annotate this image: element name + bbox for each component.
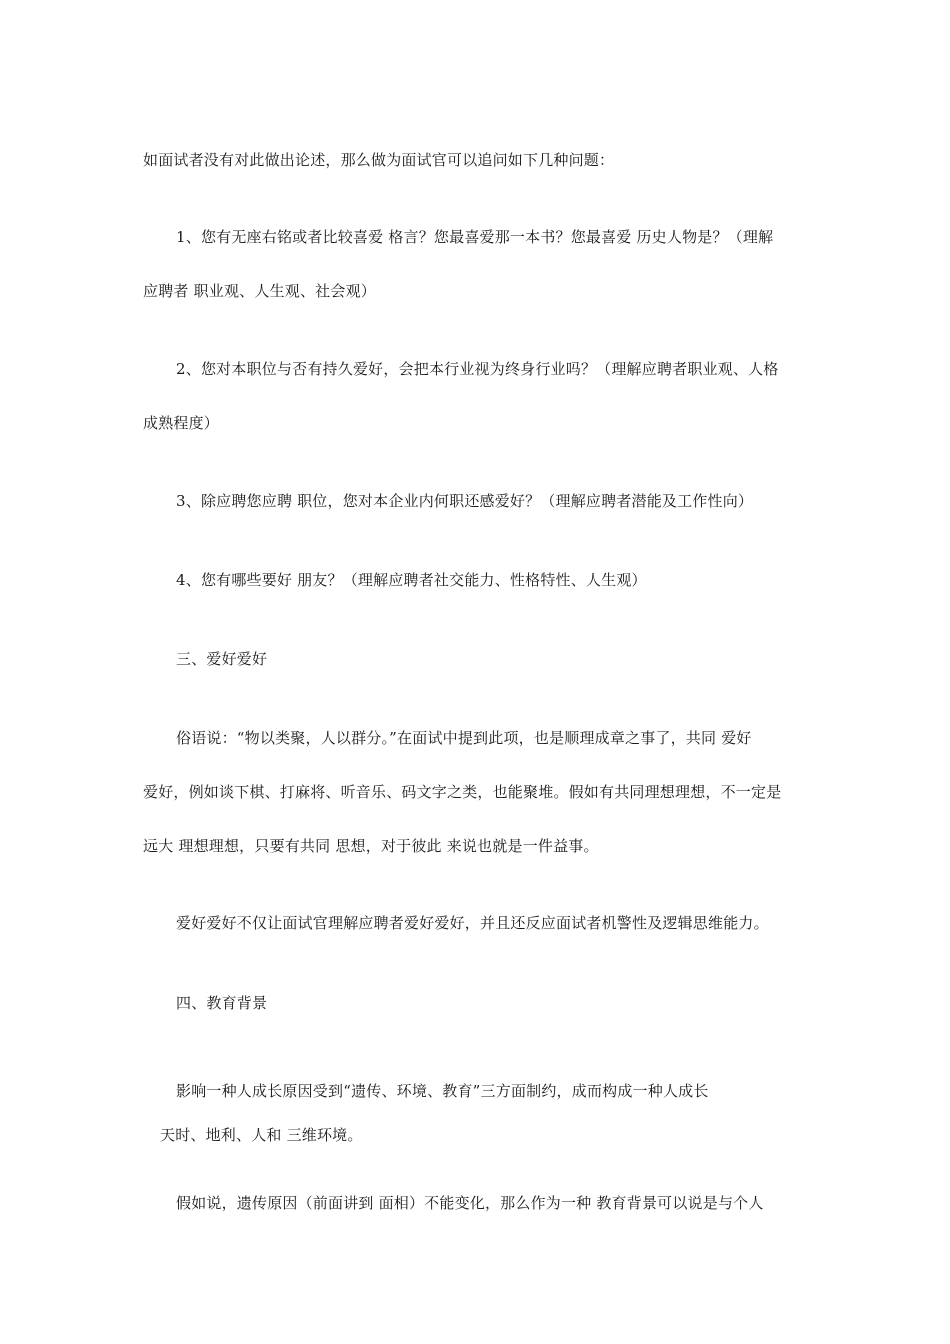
paragraph-4-line-1: 假如说，遗传原因（前面讲到 面相）不能变化，那么作为一种 教育背景可以说是与个人 [176, 1194, 764, 1212]
question-2-line-1: 2、您对本职位与否有持久爱好，会把本行业视为终身行业吗？（理解应聘者职业观、人格 [176, 360, 779, 378]
question-1-line-2: 应聘者 职业观、人生观、社会观） [143, 282, 376, 300]
question-4: 4、您有哪些要好 朋友？（理解应聘者社交能力、性格特性、人生观） [176, 571, 647, 589]
paragraph-2: 爱好爱好不仅让面试官理解应聘者爱好爱好，并且还反应面试者机警性及逻辑思维能力。 [176, 914, 769, 932]
question-1-line-1: 1、您有无座右铭或者比较喜爱 格言？您最喜爱那一本书？您最喜爱 历史人物是？（理解 [176, 228, 774, 246]
question-3: 3、除应聘您应聘 职位，您对本企业内何职还感爱好？（理解应聘者潜能及工作性向） [176, 492, 754, 510]
question-2-line-2: 成熟程度） [143, 414, 220, 432]
intro-text: 如面试者没有对此做出论述，那么做为面试官可以追问如下几种问题： [143, 151, 615, 169]
section-heading-4: 四、教育背景 [176, 994, 268, 1012]
section-heading-3: 三、爱好爱好 [176, 650, 268, 668]
paragraph-1-line-2: 爱好，例如谈下棋、打麻将、听音乐、码文字之类，也能聚堆。假如有共同理想理想，不一定是 [143, 783, 782, 801]
paragraph-3-line-2: 天时、地利、人和 三维环境。 [160, 1126, 363, 1144]
paragraph-3-line-1: 影响一种人成长原因受到“遗传、环境、教育”三方面制约，成而构成一种人成长 [176, 1082, 709, 1100]
paragraph-1-line-3: 远大 理想理想，只要有共同 思想，对于彼此 来说也就是一件益事。 [143, 837, 599, 855]
paragraph-1-line-1: 俗语说：“物以类聚，人以群分。”在面试中提到此项，也是顺理成章之事了，共同 爱好 [176, 729, 752, 747]
